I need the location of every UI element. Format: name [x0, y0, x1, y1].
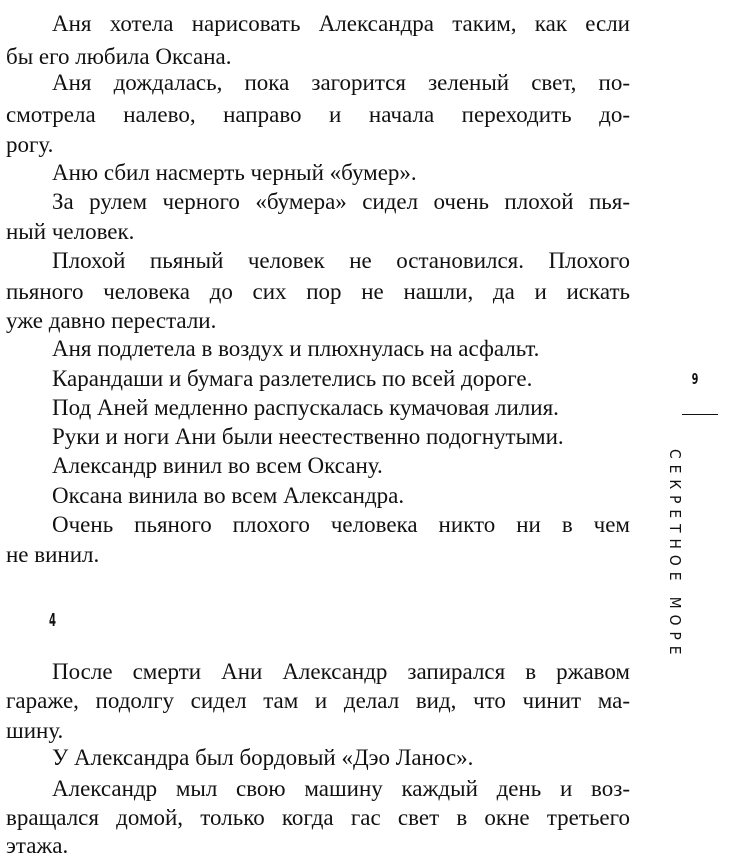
text-line: Аня подлетела в воздух и плюхнулась на асфальт.	[52, 336, 540, 361]
text-line: не винил.	[6, 542, 100, 567]
text-line: шину.	[6, 718, 64, 743]
text-line: гараже, подолгу сидел там и делал вид, что чинит ма-	[6, 688, 630, 713]
text-line: этажа.	[6, 833, 69, 858]
text-line: ный человек.	[6, 219, 135, 244]
text-line: рогу.	[6, 132, 54, 157]
text-line: У Александра был бордовый «Дэо Ланос».	[52, 745, 474, 770]
text-line: пьяного человека до сих пор не нашли, да и искать	[6, 279, 630, 304]
text-line: вращался домой, только когда гас свет в окне третьего	[6, 805, 630, 830]
chapter-number: 4	[49, 610, 56, 631]
folio-divider	[682, 414, 718, 415]
text-line: Оксана винила во всем Александра.	[52, 483, 405, 508]
text-line: Александр винил во всем Оксану.	[52, 453, 383, 478]
text-line: Руки и ноги Ани были неестественно подогнутыми.	[52, 424, 564, 449]
page-number: 9	[691, 370, 699, 388]
text-line: Аня дождалась, пока загорится зеленый свет, по-	[52, 70, 630, 95]
text-line: уже давно перестали.	[6, 308, 217, 333]
text-line: смотрела налево, направо и начала переходить до-	[6, 102, 630, 127]
text-line: Аня хотела нарисовать Александра таким, как если	[52, 11, 630, 36]
text-line: За рулем черного «бумера» сидел очень плохой пья-	[52, 189, 630, 214]
text-line: Александр мыл свою машину каждый день и воз-	[52, 776, 630, 801]
text-line: бы его любила Оксана.	[6, 44, 232, 69]
text-line: Очень пьяного плохого человека никто ни в чем	[52, 512, 630, 537]
text-line: Аню сбил насмерть черный «бумер».	[52, 160, 417, 185]
text-line: Карандаши и бумага разлетелись по всей дороге.	[52, 366, 533, 391]
text-line: Под Аней медленно распускалась кумачовая лилия.	[52, 395, 559, 420]
text-line: После смерти Ани Александр запирался в ржавом	[52, 659, 630, 684]
text-line: Плохой пьяный человек не остановился. Плохого	[52, 248, 630, 273]
running-title-text: СЕКРЕТНОЕ МОРЕ	[666, 449, 684, 661]
